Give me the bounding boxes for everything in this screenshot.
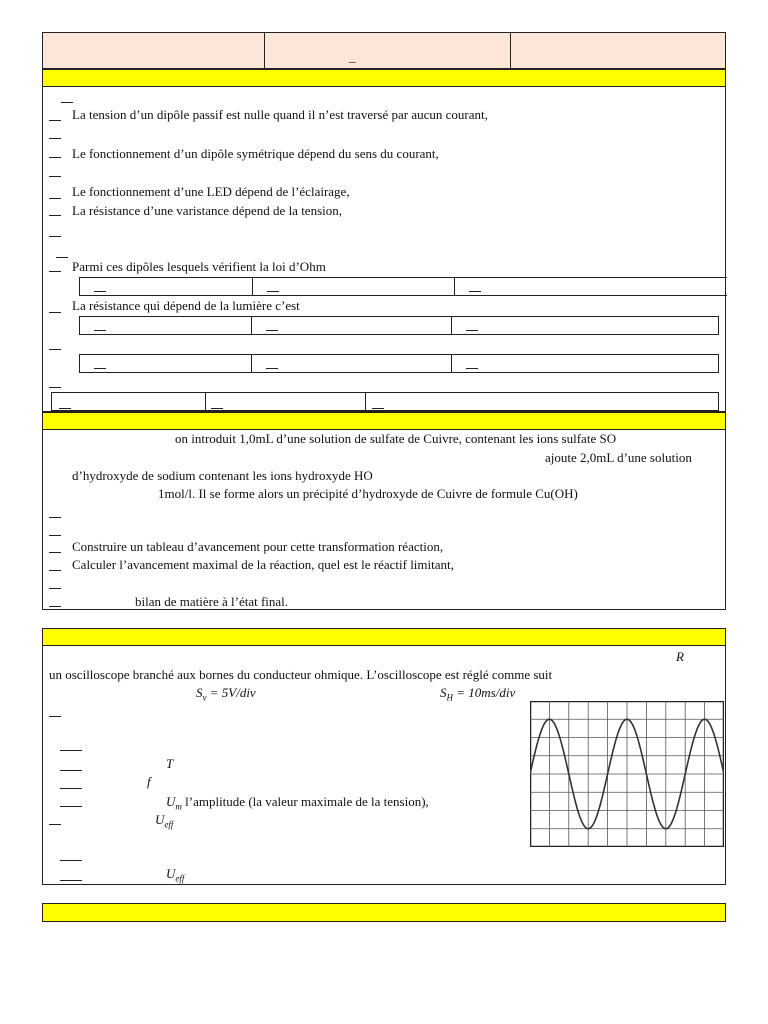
t-label: T bbox=[166, 756, 174, 771]
sh-subscript: H bbox=[446, 692, 453, 703]
answer-mark bbox=[267, 291, 279, 292]
bullet-mark bbox=[61, 102, 73, 103]
statement-2: Le fonctionnement d’un dipôle symétrique dépend du sens du courant, bbox=[72, 146, 439, 161]
chem-line-1: on introduit 1,0mL d’une solution de sulfate de Cuivre, contenant les ions sulfate SO bbox=[175, 431, 617, 446]
task-3: bilan de matière à l’état final. bbox=[135, 594, 289, 609]
answer-mark bbox=[94, 330, 106, 331]
bullet-mark bbox=[49, 606, 61, 607]
sh-symbol: S bbox=[440, 685, 447, 700]
bullet-mark bbox=[49, 157, 61, 158]
sh-value: = 10ms/div bbox=[453, 685, 516, 700]
row-divider bbox=[205, 393, 206, 410]
ueff-subscript: eff bbox=[164, 819, 174, 830]
um-text: l’amplitude (la valeur maximale de la tension), bbox=[181, 794, 429, 809]
question-light: La résistance qui dépend de la lumière c’est bbox=[72, 298, 300, 313]
bullet-mark bbox=[49, 120, 61, 121]
section4-bar bbox=[42, 903, 726, 922]
ueff-line bbox=[155, 812, 173, 830]
um-symbol: U bbox=[166, 794, 176, 809]
task-2: Calculer l’avancement maximal de la réaction, quel est le réactif limitant, bbox=[72, 557, 454, 572]
section2-bar bbox=[42, 412, 726, 430]
row-divider bbox=[454, 278, 455, 295]
answer-mark bbox=[211, 408, 223, 409]
ueff2-subscript: eff bbox=[175, 873, 185, 884]
answer-mark bbox=[372, 408, 384, 409]
answer-row-4 bbox=[51, 392, 719, 411]
bullet-mark bbox=[49, 517, 61, 518]
header-table bbox=[42, 32, 726, 69]
bullet-mark bbox=[60, 770, 82, 771]
answer-mark bbox=[266, 368, 278, 369]
bullet-mark bbox=[49, 570, 61, 571]
bullet-mark bbox=[49, 271, 61, 272]
statement-4: La résistance d’une varistance dépend de la tension, bbox=[72, 203, 342, 218]
ueff-symbol: U bbox=[155, 812, 165, 827]
answer-mark bbox=[94, 291, 106, 292]
answer-mark bbox=[94, 368, 106, 369]
bullet-mark bbox=[49, 198, 61, 199]
section1-bar bbox=[42, 69, 726, 87]
chem-line-4: 1mol/l. Il se forme alors un précipité d’hydroxyde de Cuivre de formule Cu(OH) bbox=[158, 486, 578, 501]
bullet-mark bbox=[49, 312, 61, 313]
chem-line-2: ajoute 2,0mL d’une solution bbox=[545, 450, 692, 465]
task-1: Construire un tableau d’avancement pour cette transformation réaction, bbox=[72, 539, 444, 554]
header-divider-2 bbox=[510, 33, 511, 68]
sv-subscript: v bbox=[202, 692, 207, 703]
question-ohm: Parmi ces dipôles lesquels vérifient la loi d’Ohm bbox=[72, 259, 326, 274]
row-divider bbox=[251, 317, 252, 334]
answer-mark bbox=[466, 368, 478, 369]
bullet-mark bbox=[49, 176, 61, 177]
bullet-mark bbox=[49, 236, 61, 237]
statement-3: Le fonctionnement d’une LED dépend de l’éclairage, bbox=[72, 184, 350, 199]
bullet-mark bbox=[60, 880, 82, 881]
bullet-mark bbox=[49, 552, 61, 553]
ueff2-line bbox=[166, 866, 184, 884]
bullet-mark bbox=[60, 788, 82, 789]
bullet-mark bbox=[49, 349, 61, 350]
bullet-mark bbox=[56, 257, 68, 258]
r-label: R bbox=[676, 649, 684, 664]
chem-line-3: d’hydroxyde de sodium contenant les ions hydroxyde HO bbox=[72, 468, 373, 483]
f-label: f bbox=[147, 774, 151, 789]
statement-1: La tension d’un dipôle passif est nulle quand il n’est traversé par aucun courant, bbox=[72, 107, 488, 122]
sh-setting bbox=[440, 685, 515, 703]
bullet-mark bbox=[49, 387, 61, 388]
um-subscript: m bbox=[175, 801, 182, 812]
bullet-mark bbox=[49, 588, 61, 589]
bullet-mark bbox=[49, 215, 61, 216]
bullet-mark bbox=[60, 750, 82, 751]
bullet-mark bbox=[49, 535, 61, 536]
bullet-mark bbox=[49, 824, 61, 825]
bullet-mark bbox=[49, 138, 61, 139]
oscilloscope-intro: un oscilloscope branché aux bornes du conducteur ohmique. L’oscilloscope est réglé comme suit bbox=[49, 667, 553, 682]
row-divider bbox=[251, 355, 252, 372]
sv-setting bbox=[196, 685, 256, 703]
header-center-mark: _ bbox=[349, 49, 356, 64]
answer-mark bbox=[469, 291, 481, 292]
header-divider-1 bbox=[264, 33, 265, 68]
ueff2-symbol: U bbox=[166, 866, 176, 881]
bullet-mark bbox=[60, 806, 82, 807]
answer-mark bbox=[266, 330, 278, 331]
answer-row-3 bbox=[79, 354, 719, 373]
answer-row-ohm bbox=[79, 277, 727, 296]
row-divider bbox=[451, 355, 452, 372]
row-divider bbox=[451, 317, 452, 334]
row-divider bbox=[365, 393, 366, 410]
bullet-mark bbox=[60, 860, 82, 861]
sv-value: = 5V/div bbox=[206, 685, 256, 700]
oscilloscope-screen bbox=[530, 701, 724, 847]
section3-bar bbox=[42, 628, 726, 646]
um-line bbox=[166, 794, 429, 812]
answer-row-light bbox=[79, 316, 719, 335]
bullet-mark bbox=[49, 716, 61, 717]
row-divider bbox=[252, 278, 253, 295]
answer-mark bbox=[59, 408, 71, 409]
answer-mark bbox=[466, 330, 478, 331]
sv-symbol: S bbox=[196, 685, 203, 700]
